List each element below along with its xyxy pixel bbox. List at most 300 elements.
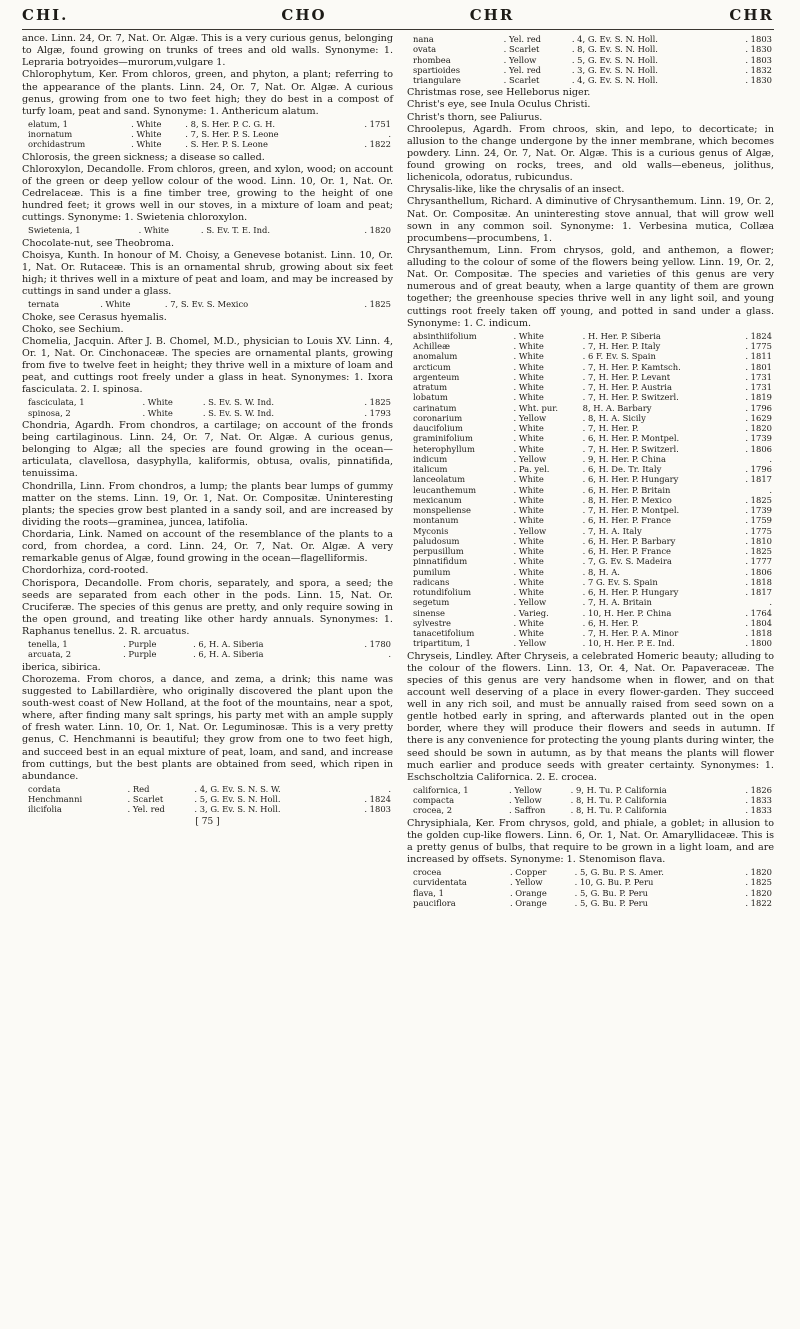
flower-colour: . Orange xyxy=(509,887,547,898)
flower-colour: . White xyxy=(513,505,544,515)
size-habit-origin: . 6, H. A. Siberia xyxy=(193,639,264,650)
year-introduced: . xyxy=(388,649,391,660)
species-name: crocea xyxy=(413,867,442,878)
year-introduced: . 1833 xyxy=(745,805,772,816)
year-introduced: . 1806 xyxy=(745,443,772,454)
year-introduced: . xyxy=(769,484,772,495)
year-introduced: . 1796 xyxy=(745,402,772,413)
entry-chrysalis-like: Chrysalis-like, like the chrysalis of an insect. xyxy=(407,184,625,196)
size-habit-origin: . 5, G. Bu. P. S. Amer. xyxy=(574,867,664,878)
species-name: atratum xyxy=(413,382,448,392)
species-name: Swietenia, 1 xyxy=(28,225,81,236)
species-name: paludosum xyxy=(413,535,460,546)
species-name: lobatum xyxy=(413,392,448,403)
species-row xyxy=(22,649,393,659)
species-name: arcuata, 2 xyxy=(28,649,72,660)
size-habit-origin: . H. Her. P. Siberia xyxy=(582,330,661,341)
flower-colour: . White xyxy=(513,341,544,351)
flower-colour: . Yellow xyxy=(509,784,542,795)
species-table xyxy=(407,34,774,85)
size-habit-origin: . 7, H. Her. P. A. Minor xyxy=(582,628,679,638)
entry-christmas-rose: Christmas rose, see Helleborus niger. xyxy=(407,87,591,99)
entry-paragraph: ance. Linn. 24, Or. 7, Nat. Or. Algæ. This is a very curious genus, belonging to Algæ, found growing on trunks of trees and old walls. Synonyme: 1. Lepraria botryoides—murorum,vulgare 1. xyxy=(22,33,393,69)
species-name: montanum xyxy=(413,515,459,526)
year-introduced: . 1803 xyxy=(364,804,391,815)
entry-iberica: iberica, sibirica. xyxy=(22,661,101,673)
species-name: italicum xyxy=(413,464,448,474)
size-habit-origin: . 8, H. A. xyxy=(582,566,620,577)
year-introduced: . 1731 xyxy=(745,371,772,382)
year-introduced: . 1825 xyxy=(745,877,772,888)
flower-colour: . White xyxy=(513,556,544,567)
header-rule xyxy=(22,29,774,30)
species-name: arcticum xyxy=(413,361,451,372)
size-habit-origin: . 7, H. Her. P. Austria xyxy=(582,382,672,392)
year-introduced: . 1818 xyxy=(745,576,772,587)
flower-colour: . Scarlet xyxy=(503,75,540,85)
species-name: carinatum xyxy=(413,402,457,413)
species-row xyxy=(22,299,393,309)
flower-colour: . Yellow xyxy=(513,453,547,464)
year-introduced: . 1780 xyxy=(364,639,391,650)
year-introduced: . 1764 xyxy=(745,607,772,618)
flower-colour: . Yellow xyxy=(509,877,543,888)
size-habit-origin: . 6, H. Her. P. xyxy=(582,617,639,628)
species-row xyxy=(407,65,774,75)
size-habit-origin: . 7, H. A. Italy xyxy=(582,525,642,536)
flower-colour: . Yellow xyxy=(513,412,547,423)
species-row xyxy=(22,408,393,418)
entry-chlorophytum: Chlorophytum, Ker. From chloros, green, and phyton, a plant; referring to the appearance of the plants. Linn. 24, Or. 7, Nat. Or. Algæ. A curious genus, growing from one to two feet high; they do best in a compost of turfy loam, peat and sand. Synonyme: 1. Anthericum alatum. xyxy=(22,69,393,117)
flower-colour: . Purple xyxy=(123,639,157,650)
year-introduced: . 1629 xyxy=(745,412,772,423)
species-name: Myconis xyxy=(413,525,449,536)
year-introduced: . 1803 xyxy=(745,34,772,44)
species-row xyxy=(22,804,393,814)
size-habit-origin: . 5, G. Bu. P. Peru xyxy=(574,897,649,908)
running-head-1: CHI. xyxy=(22,6,69,24)
species-row xyxy=(407,597,774,607)
flower-colour: . White xyxy=(513,474,544,485)
size-habit-origin: . 6, H. Her. P. France xyxy=(582,515,672,526)
year-introduced: . 1800 xyxy=(745,638,772,649)
size-habit-origin: . 8, G. Ev. S. N. Holl. xyxy=(571,44,658,55)
size-habit-origin: . 8, H. Tu. P. California xyxy=(570,805,667,816)
size-habit-origin: . 10, H. Her. P. China xyxy=(582,607,672,618)
year-introduced: . xyxy=(388,129,391,140)
species-name: tanacetifolium xyxy=(413,628,475,638)
size-habit-origin: . 3, G. Ev. S. N. Holl. xyxy=(194,804,281,815)
flower-colour: . White xyxy=(138,225,169,236)
size-habit-origin: . 7, H. Her. P. Italy xyxy=(582,341,661,351)
flower-colour: . White xyxy=(142,407,173,418)
species-row xyxy=(407,44,774,54)
species-name: orchidastrum xyxy=(28,139,86,150)
year-introduced: . 1810 xyxy=(745,535,772,546)
species-row xyxy=(407,474,774,484)
species-row xyxy=(22,139,393,149)
size-habit-origin: . 8, S. Her. P. C. G. H. xyxy=(185,118,276,129)
species-row xyxy=(407,485,774,495)
flower-colour: . Yellow xyxy=(513,638,547,649)
species-name: compacta xyxy=(413,795,455,806)
size-habit-origin: . 7, H. A. Britain xyxy=(582,597,652,608)
left-column xyxy=(22,33,393,910)
entry-chondrilla: Chondrilla, Linn. From chondros, a lump; the plants bear lumps of gummy matter on the stems. Linn. 19, Or. 1, Nat. Or. Compositæ. Uninteresting plants; the species grow best planted in a sandy soil, and are increased by dividing the roots—graminea, juncea, latifolia. xyxy=(22,480,393,528)
species-row xyxy=(407,556,774,566)
flower-colour: . White xyxy=(513,382,544,392)
species-name: fasciculata, 1 xyxy=(28,397,85,408)
size-habit-origin: . 7, H. Her. P. Montpel. xyxy=(582,505,680,515)
species-name: curvidentata xyxy=(413,877,467,888)
year-introduced: . 1803 xyxy=(745,54,772,65)
flower-colour: . White xyxy=(513,587,544,597)
size-habit-origin: . 8, H. A. Sicily xyxy=(582,412,646,423)
size-habit-origin: . 7, H. Her. P. Switzerl. xyxy=(582,392,679,403)
species-row xyxy=(407,403,774,413)
year-introduced: . 1817 xyxy=(745,587,772,597)
year-introduced: . 1826 xyxy=(745,784,772,795)
flower-colour: . Yellow xyxy=(513,597,547,608)
year-introduced: . 1820 xyxy=(745,423,772,433)
flower-colour: . Purple xyxy=(123,649,157,660)
species-row xyxy=(407,638,774,648)
size-habit-origin: . 7, S. Her. P. S. Leone xyxy=(185,129,279,140)
size-habit-origin: . 6, H. Her. P. Montpel. xyxy=(582,433,680,444)
year-introduced: . 1830 xyxy=(745,44,772,55)
species-name: daucifolium xyxy=(413,423,463,433)
species-row xyxy=(407,795,774,805)
size-habit-origin: . 7 G. Ev. S. Spain xyxy=(582,576,658,587)
year-introduced: . 1751 xyxy=(364,118,391,129)
size-habit-origin: . 6, H. Her. P. Hungary xyxy=(582,587,679,597)
species-row xyxy=(22,784,393,794)
size-habit-origin: . 5, G. Bu. P. Peru xyxy=(574,887,649,898)
species-name: rhombea xyxy=(413,54,451,65)
species-row xyxy=(407,867,774,877)
species-row xyxy=(407,413,774,423)
year-introduced: . 1822 xyxy=(745,897,772,908)
species-row xyxy=(407,454,774,464)
year-introduced: . 1824 xyxy=(364,794,391,805)
entry-chorozema: Chorozema. From choros, a dance, and zema, a drink; this name was suggested to Labillardière, who originally discovered the plant upon the south-west coast of New Holland, at the foot of the mountains, near a spot, where, after finding many salt springs, his party met with an ample supply of fresh water. Linn. 10, Or. 1, Nat. Or. Leguminosæ. This is a very pretty genus, C. Henchmanni is beautiful; they grow from one to two feet high, and succeed best in an equal mixture of peat, loam, and sand, and increase from cuttings, but the best plants are obtained from seed, which ripen in abundance. xyxy=(22,673,393,782)
entry-chlorosis: Chlorosis, the green sickness; a disease so called. xyxy=(22,151,265,163)
species-row xyxy=(22,225,393,235)
size-habit-origin: . 5, G. Ev. S. N. Holl. xyxy=(571,54,658,65)
flower-colour: . Copper xyxy=(509,867,547,878)
species-row xyxy=(407,515,774,525)
entry-chrysiphiala: Chrysiphiala, Ker. From chrysos, gold, and phiale, a goblet; in allusion to the golden cup-like flowers. Linn. 6, Or. 1, Nat. Or. Amaryllidaceæ. This is a pretty genus of bulbs, that require to be grown in a light loam, and are increased by offsets. Synonyme: 1. Stenomison flava. xyxy=(407,817,774,865)
page-number: [ 75 ] xyxy=(195,816,220,827)
species-name: crocea, 2 xyxy=(413,805,453,816)
flower-colour: . Red xyxy=(127,783,150,794)
species-name: ovata xyxy=(413,44,437,55)
species-row xyxy=(407,546,774,556)
flower-colour: . White xyxy=(131,129,162,140)
species-row xyxy=(407,805,774,815)
species-row xyxy=(407,34,774,44)
species-name: graminifolium xyxy=(413,433,473,444)
size-habit-origin: . 7, H. Her. P. Kamtsch. xyxy=(582,361,681,372)
species-name: sylvestre xyxy=(413,617,452,628)
year-introduced: . 1818 xyxy=(745,628,772,638)
entry-choko: Choko, see Sechium. xyxy=(22,323,124,335)
species-table xyxy=(22,784,393,815)
species-row xyxy=(407,464,774,474)
flower-colour: . Yellow xyxy=(503,54,537,65)
species-table xyxy=(407,785,774,816)
flower-colour: . White xyxy=(513,392,544,403)
species-table xyxy=(22,397,393,418)
flower-colour: . White xyxy=(513,361,544,372)
year-introduced: . 1759 xyxy=(745,515,772,526)
species-row xyxy=(22,129,393,139)
flower-colour: . Yellow xyxy=(509,795,542,806)
species-row xyxy=(407,351,774,361)
flower-colour: . White xyxy=(131,139,162,150)
species-table xyxy=(407,867,774,908)
species-name: elatum, 1 xyxy=(28,118,68,129)
species-row xyxy=(407,55,774,65)
flower-colour: . Orange xyxy=(509,897,547,908)
entry-chocolate-nut: Chocolate-nut, see Theobroma. xyxy=(22,237,175,249)
species-name: spartioides xyxy=(413,64,461,75)
size-habit-origin: . S. Ev. S. W. Ind. xyxy=(202,397,275,408)
species-name: segetum xyxy=(413,597,450,608)
entry-chomelia: Chomelia, Jacquin. After J. B. Chomel, M.D., physician to Louis XV. Linn. 4, Or. 1, Nat. Or. Cinchonaceæ. The species are ornamental plants, growing from five to twelve feet in height; they thrive well in a mixture of loam and peat, and cuttings root freely under a glass in heat. Synonymes: 1. Ixora fasciculata. 2. I. spinosa. xyxy=(22,335,393,396)
size-habit-origin: . 7, H. Her. P. Levant xyxy=(582,371,671,382)
size-habit-origin: . S. Her. P. S. Leone xyxy=(185,139,268,150)
size-habit-origin: . 7, G. Ev. S. Madeira xyxy=(582,556,672,567)
species-row xyxy=(407,341,774,351)
size-habit-origin: . 8, H. Her. P. Mexico xyxy=(582,494,672,505)
flower-colour: . White xyxy=(513,433,544,444)
species-table xyxy=(22,225,393,235)
size-habit-origin: . 7, S. Ev. S. Mexico xyxy=(164,299,249,310)
year-introduced: . 1775 xyxy=(745,525,772,536)
size-habit-origin: . 7, H. Her. P. xyxy=(582,423,639,433)
size-habit-origin: . 4, G. Ev. S. N. Holl. xyxy=(571,34,658,44)
size-habit-origin: . S. Ev. T. E. Ind. xyxy=(200,225,271,236)
species-name: triangulare xyxy=(413,75,461,85)
size-habit-origin: . 9, H. Tu. P. California xyxy=(570,784,667,795)
flower-colour: . White xyxy=(142,397,173,408)
species-name: tenella, 1 xyxy=(28,639,68,650)
year-introduced: . 1793 xyxy=(364,407,391,418)
species-row xyxy=(407,536,774,546)
species-name: flava, 1 xyxy=(413,887,444,898)
species-name: radicans xyxy=(413,576,450,587)
flower-colour: . White xyxy=(513,576,544,587)
species-row xyxy=(407,362,774,372)
flower-colour: . White xyxy=(513,484,544,495)
entry-chordaria: Chordaria, Link. Named on account of the resemblance of the plants to a cord, from chordea, a cord. Linn. 24, Or. 7, Nat. Or. Algæ. A very remarkable genus of Algæ, found growing in the ocean—flagelliformis. xyxy=(22,529,393,565)
year-introduced: . 1833 xyxy=(745,795,772,806)
flower-colour: . White xyxy=(513,494,544,505)
flower-colour: . Scarlet xyxy=(503,44,540,55)
species-table xyxy=(407,331,774,649)
entry-chloroxylon: Chloroxylon, Decandolle. From chloros, green, and xylon, wood; on account of the green or deep yellow colour of the wood. Linn. 10, Or. 1, Nat. Or. Cedrelaceæ. This is a fine timber tree, growing to the height of one hundred feet; it grows well in our stoves, in a mixture of loam and peat; cuttings. Synonyme: 1. Swietenia chloroxylon. xyxy=(22,163,393,224)
size-habit-origin: . 6, H. Her. P. Barbary xyxy=(582,535,676,546)
year-introduced: . 1825 xyxy=(745,546,772,556)
running-head xyxy=(22,6,774,28)
species-row xyxy=(407,888,774,898)
species-name: ilicifolia xyxy=(28,804,62,815)
flower-colour: . White xyxy=(513,330,544,341)
species-row xyxy=(407,372,774,382)
flower-colour: . Varieg. xyxy=(513,607,549,618)
species-name: inornatum xyxy=(28,129,73,140)
flower-colour: . White xyxy=(513,535,544,546)
species-row xyxy=(407,75,774,85)
size-habit-origin: . 4, G. Ev. S. N. S. W. xyxy=(194,783,281,794)
entry-chrysanthemum: Chrysanthemum, Linn. From chrysos, gold, and anthemon, a flower; alluding to the colour of some of the flowers being yellow. Linn. 19, Or. 2, Nat. Or. Compositæ. The species and varieties of this genus are very numerous and of great beauty, when a large quantity of them are grown together; the greenhouse species thrive well in any light soil, and young cuttings root freely taken off young, and potted in sand under a glass. Synonyme: 1. C. indicum. xyxy=(407,244,774,329)
species-row xyxy=(22,397,393,407)
entry-chroolepus: Chroolepus, Agardh. From chroos, skin, and lepo, to decorticate; in allusion to the change undergone by the inner membrane, which becomes powdery. Linn. 24, Or. 7, Nat. Or. Algæ. This is a curious genus of Algæ, found growing on rocks, trees, and old walls—ebeneus, jolithus, lichenicola, odoratus, rubicundus. xyxy=(407,123,774,184)
species-row xyxy=(407,433,774,443)
size-habit-origin: . 6 F. Ev. S. Spain xyxy=(582,351,656,362)
flower-colour: . Pa. yel. xyxy=(513,464,550,474)
entry-choisya: Choisya, Kunth. In honour of M. Choisy, a Genevese botanist. Linn. 10, Or. 1, Nat. Or. Rutaceæ. This is an ornamental shrub, growing about six feet high; it thrives well in a mixture of peat and loam, and may be increased by cuttings in sand under a glass. xyxy=(22,249,393,298)
flower-colour: . White xyxy=(513,423,544,433)
species-name: nana xyxy=(413,34,434,44)
species-name: pinnatifidum xyxy=(413,556,468,567)
year-introduced: . 1817 xyxy=(745,474,772,485)
flower-colour: . White xyxy=(513,443,544,454)
size-habit-origin: . 8, H. Tu. P. California xyxy=(570,795,667,806)
species-row xyxy=(407,495,774,505)
species-row xyxy=(407,526,774,536)
year-introduced: . 1777 xyxy=(745,556,772,567)
size-habit-origin: . 7, H. Her. P. Switzerl. xyxy=(582,443,679,454)
year-introduced: . 1830 xyxy=(745,75,772,85)
running-head-2: CHO xyxy=(281,6,327,24)
species-name: pumilum xyxy=(413,566,451,577)
species-row xyxy=(407,785,774,795)
size-habit-origin: . 6, H. A. Siberia xyxy=(193,649,264,660)
year-introduced: . 1824 xyxy=(745,330,772,341)
species-row xyxy=(407,608,774,618)
size-habit-origin: . 3, G. Ev. S. N. Holl. xyxy=(571,64,658,75)
flower-colour: . Scarlet xyxy=(127,794,164,805)
species-row xyxy=(407,423,774,433)
running-head-4: CHR xyxy=(729,6,774,24)
flower-colour: . White xyxy=(513,617,544,628)
species-name: tripartitum, 1 xyxy=(413,638,471,649)
size-habit-origin: . 6, H. Her. P. Britain xyxy=(582,484,671,495)
species-row xyxy=(407,331,774,341)
flower-colour: . White xyxy=(100,299,131,310)
species-row xyxy=(407,444,774,454)
species-name: spinosa, 2 xyxy=(28,407,71,418)
year-introduced: . 1820 xyxy=(745,887,772,898)
year-introduced: . 1731 xyxy=(745,382,772,392)
year-introduced: . 1825 xyxy=(364,397,391,408)
entry-chondria: Chondria, Agardh. From chondros, a cartilage; on account of the fronds being cartilaginous. Linn. 24, Or. 7, Nat. Or. Algæ. A curious genus, belonging to Algæ; all the species are found growing in the ocean—articulata, clavellosa, dasyphylla, kaliformis, obtusa, ovalis, pinnatifida, tenuissima. xyxy=(22,419,393,480)
species-name: mexicanum xyxy=(413,494,462,505)
flower-colour: . White xyxy=(513,546,544,556)
species-name: pauciflora xyxy=(413,897,456,908)
entry-christs-thorn: Christ's thorn, see Paliurus. xyxy=(407,111,543,123)
species-row xyxy=(407,577,774,587)
flower-colour: . Wht. pur. xyxy=(513,402,559,413)
species-row xyxy=(407,898,774,908)
species-name: rotundifolium xyxy=(413,587,472,597)
size-habit-origin: . 10, H. Her. P. E. Ind. xyxy=(582,638,675,649)
species-row xyxy=(407,505,774,515)
flower-colour: . White xyxy=(513,371,544,382)
entry-chordorhiza: Chordorhiza, cord-rooted. xyxy=(22,565,149,577)
flower-colour: . White xyxy=(513,351,544,362)
year-introduced: . 1832 xyxy=(745,64,772,75)
species-table xyxy=(22,119,393,150)
year-introduced: . xyxy=(769,597,772,608)
species-table xyxy=(22,299,393,309)
year-introduced: . 1825 xyxy=(745,494,772,505)
size-habit-origin: . 6, H. De. Tr. Italy xyxy=(582,464,662,474)
year-introduced: . 1806 xyxy=(745,566,772,577)
entry-chorispora: Chorispora, Decandolle. From choris, separately, and spora, a seed; the seeds are separated from each other in the pods. Linn. 15, Nat. Or. Cruciferæ. The species of this genus are pretty, and only require sowing in the open ground, and treating like other hardy annuals. Synonymes: 1. Raphanus tenellus. 2. R. arcuatus. xyxy=(22,577,393,637)
species-name: anomalum xyxy=(413,351,458,362)
year-introduced: . 1820 xyxy=(364,225,391,236)
species-name: californica, 1 xyxy=(413,784,469,795)
species-row xyxy=(407,877,774,887)
species-name: indicum xyxy=(413,453,448,464)
columns xyxy=(22,33,774,910)
species-row xyxy=(407,587,774,597)
species-name: cordata xyxy=(28,783,61,794)
size-habit-origin: . S. Ev. S. W. Ind. xyxy=(202,407,275,418)
size-habit-origin: . 5, G. Ev. S. N. Holl. xyxy=(194,794,281,805)
species-row xyxy=(407,618,774,628)
running-head-3: CHR xyxy=(469,6,515,24)
right-column xyxy=(407,33,774,910)
size-habit-origin: . 9, H. Her. P. China xyxy=(582,453,667,464)
size-habit-origin: . 6, H. Her. P. France xyxy=(582,546,672,556)
entry-chrysanthellum: Chrysanthellum, Richard. A diminutive of Chrysanthemum. Linn. 19, Or. 2, Nat. Or. Compositæ. An uninteresting stove annual, that will grow well sown in any common soil. Synonyme: 1. Verbesina mutica, Collæa procumbens—procumbens, 1. xyxy=(407,196,774,244)
year-introduced: . 1804 xyxy=(745,617,772,628)
year-introduced: . 1739 xyxy=(745,433,772,444)
species-name: leucanthemum xyxy=(413,484,477,495)
flower-colour: . White xyxy=(513,628,544,638)
species-row xyxy=(407,567,774,577)
flower-colour: . Yellow xyxy=(513,525,547,536)
species-name: Henchmanni xyxy=(28,794,83,805)
year-introduced: . 1820 xyxy=(745,867,772,878)
year-introduced: . 1822 xyxy=(364,139,391,150)
entry-chryseis: Chryseis, Lindley. After Chryseis, a celebrated Homeric beauty; alluding to the colour of the flowers. Linn. 13, Or. 4, Nat. Or. Papaveraceæ. The species of this genus are very handsome when in flower, and on that account well deserving of a place in every flower-garden. They succeed well in any rich soil, and must be annually raised from seed sown on a gentle hotbed early in spring, and afterwards planted out in the open border, where they will produce their flowers and seeds in autumn. If there is any convenience for protecting the young plants during winter, the seed should be sown in autumn, as by that means the plants will flower much earlier and produce seeds with greater certainty. Synonymes: 1. Eschscholtzia Californica. 2. E. crocea. xyxy=(407,650,774,783)
year-introduced: . 1739 xyxy=(745,505,772,515)
species-row xyxy=(407,382,774,392)
species-name: argenteum xyxy=(413,371,460,382)
year-introduced: . xyxy=(769,453,772,464)
species-name: ternata xyxy=(28,299,60,310)
year-introduced: . 1801 xyxy=(745,361,772,372)
year-introduced: . 1775 xyxy=(745,341,772,351)
species-name: perpusillum xyxy=(413,546,464,556)
year-introduced: . 1825 xyxy=(364,299,391,310)
entry-choke: Choke, see Cerasus hyemalis. xyxy=(22,311,167,323)
year-introduced: . 1819 xyxy=(745,392,772,403)
flower-colour: . Yel. red xyxy=(503,34,542,44)
species-name: coronarium xyxy=(413,412,463,423)
species-name: lanceolatum xyxy=(413,474,466,485)
species-row xyxy=(22,639,393,649)
year-introduced: . 1811 xyxy=(745,351,772,362)
flower-colour: . White xyxy=(513,566,544,577)
species-name: absinthiifolium xyxy=(413,330,477,341)
flower-colour: . Yel. red xyxy=(503,64,542,75)
